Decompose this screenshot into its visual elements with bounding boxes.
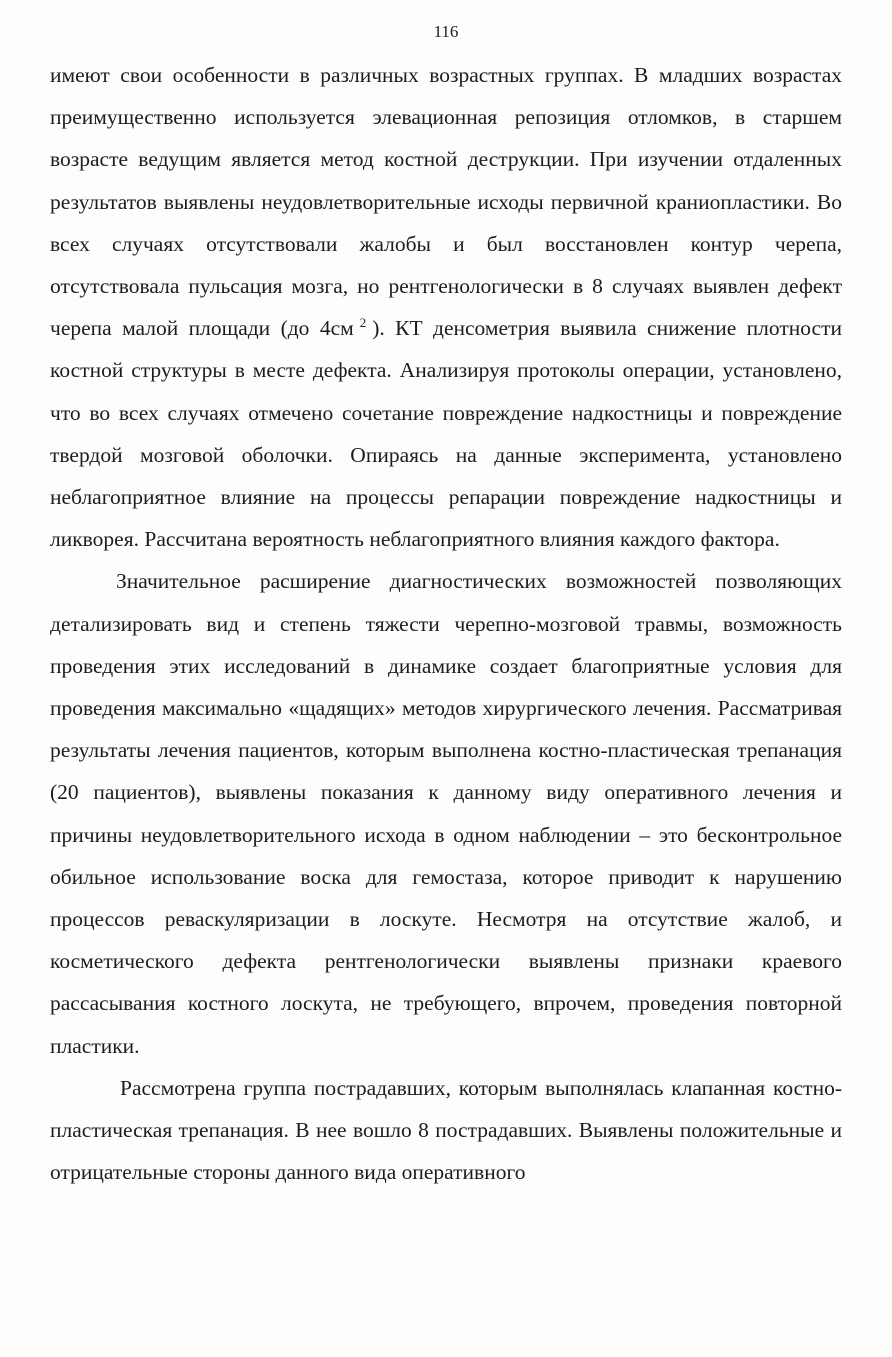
paragraph-text-part: имеют свои особенности в различных возрастных группах. В младших возрастах преимущественно используется элевационная репозиция отломков, в старшем возрасте ведущим является метод костной деструкции. При изучении отдаленных результатов выявлены неудовлетворительные исходы первичной краниопластики. Во всех случаях отсутствовали жалобы и был восстановлен контур черепа, отсутствовала пульсация мозга, но рентгенологически в 8 случаях выявлен дефект черепа малой площади (до 4см [50,63,842,341]
page-number: 116 [433,22,459,41]
paragraph-text-part: ). КТ денсометрия выявила снижение плотности костной структуры в месте дефекта. Анализируя протоколы операции, установлено, что во всех случаях отмечено сочетание повреждение надкостницы и повреждение твердой мозговой оболочки. Опираясь на данные эксперимента, установлено неблагоприятное влияние на процессы репарации повреждение надкостницы и ликворея. Рассчитана вероятность неблагоприятного влияния каждого фактора. [50,316,842,552]
paragraph-valve-trepanation: Рассмотрена группа пострадавших, которым выполнялась клапанная костно-пластическая трепанация. В нее вошло 8 пострадавших. Выявлены положительные и отрицательные стороны данного вида оперативного [50,1075,842,1185]
paragraph-surgical-methods: Значительное расширение диагностических возможностей позволяющих детализировать вид и степень тяжести черепно-мозговой травмы, возможность проведения этих исследований в динамике создает благоприятные условия для проведения максимально «щадящих» методов хирургического лечения. Рассматривая результаты лечения пациентов, которым выполнена костно-пластическая трепанация (20 пациентов), выявлены показания к данному виду оперативного лечения и причины неудовлетворительного исхода в одном наблюдении – это бесконтрольное обильное использование воска для гемостаза, которое приводит к нарушению процессов реваскуляризации в лоскуте. Несмотря на отсутствие жалоб, и косметического дефекта рентгенологически выявлены признаки краевого рассасывания костного лоскута, не требующего, впрочем, проведения повторной пластики. [50,569,842,1058]
body-text [50,54,842,1193]
paragraph-continuation [50,54,842,560]
superscript-exponent: 2 [359,315,367,331]
